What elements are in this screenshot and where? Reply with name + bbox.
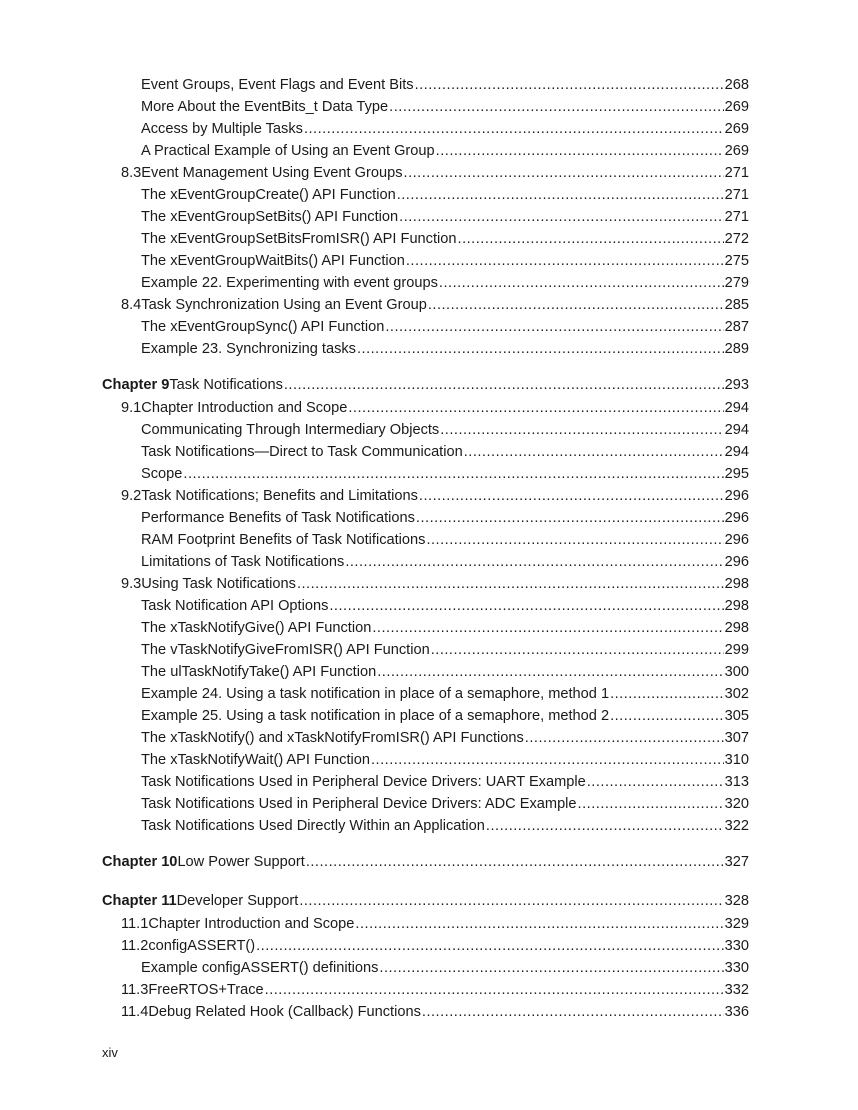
entry-page-number: 300 — [724, 664, 749, 680]
entry-title: Example 25. Using a task notification in place of a semaphore, method 2 — [141, 708, 610, 724]
section-number: 11.4 — [121, 1004, 149, 1020]
entry-page-number: 294 — [724, 444, 749, 460]
entry-title: The xEventGroupSetBitsFromISR() API Function — [141, 231, 457, 247]
entry-page-number: 310 — [724, 752, 749, 768]
dot-leader — [426, 531, 723, 549]
entry-title: The xTaskNotifyWait() API Function — [141, 752, 370, 768]
toc-subsection-entry[interactable] — [141, 120, 749, 138]
section-number: 9.2 — [121, 488, 142, 504]
dot-leader — [284, 376, 724, 394]
dot-leader — [416, 509, 724, 527]
entry-page-number: 295 — [724, 466, 749, 482]
entry-title: Task Notifications — [169, 377, 283, 393]
toc-subsection-entry[interactable] — [141, 773, 749, 791]
entry-page-number: 279 — [724, 275, 749, 291]
entry-page-number: 327 — [724, 854, 749, 870]
dot-leader — [372, 619, 723, 637]
dot-leader — [379, 959, 723, 977]
dot-leader — [355, 915, 723, 933]
entry-page-number: 296 — [724, 554, 749, 570]
entry-page-number: 271 — [724, 165, 749, 181]
entry-page-number: 313 — [724, 774, 749, 790]
entry-page-number: 329 — [724, 916, 749, 932]
toc-subsection-entry[interactable] — [141, 685, 749, 703]
toc-subsection-entry[interactable] — [141, 531, 749, 549]
dot-leader — [389, 98, 723, 116]
entry-title: Using Task Notifications — [141, 576, 296, 592]
dot-leader — [306, 853, 724, 871]
entry-page-number: 298 — [724, 576, 749, 592]
entry-title: Chapter Introduction and Scope — [148, 916, 355, 932]
toc-subsection-entry[interactable] — [141, 465, 749, 483]
chapter-label: Chapter 11 — [102, 893, 177, 909]
toc-subsection-entry[interactable] — [141, 186, 749, 204]
dot-leader — [525, 729, 724, 747]
entry-title: Example configASSERT() definitions — [141, 960, 379, 976]
toc-subsection-entry[interactable] — [141, 597, 749, 615]
toc-section-entry[interactable] — [121, 487, 749, 505]
entry-page-number: 296 — [724, 488, 749, 504]
entry-page-number: 298 — [724, 598, 749, 614]
toc-subsection-entry[interactable] — [141, 318, 749, 336]
entry-title: Example 24. Using a task notification in place of a semaphore, method 1 — [141, 686, 610, 702]
dot-leader — [183, 465, 723, 483]
entry-title: The ulTaskNotifyTake() API Function — [141, 664, 377, 680]
toc-subsection-entry[interactable] — [141, 663, 749, 681]
toc-subsection-entry[interactable] — [141, 509, 749, 527]
dot-leader — [357, 340, 724, 358]
dot-leader — [297, 575, 724, 593]
section-number: 11.2 — [121, 938, 149, 954]
entry-page-number: 298 — [724, 620, 749, 636]
entry-page-number: 269 — [724, 143, 749, 159]
toc-subsection-entry[interactable] — [141, 619, 749, 637]
entry-page-number: 272 — [724, 231, 749, 247]
toc-subsection-entry[interactable] — [141, 274, 749, 292]
entry-page-number: 332 — [724, 982, 749, 998]
toc-subsection-entry[interactable] — [141, 421, 749, 439]
toc-subsection-entry[interactable] — [141, 959, 749, 977]
page-number: xiv — [102, 1045, 118, 1060]
toc-section-entry[interactable] — [121, 296, 749, 314]
entry-title: Scope — [141, 466, 183, 482]
entry-page-number: 271 — [724, 187, 749, 203]
entry-page-number: 296 — [724, 510, 749, 526]
entry-title: The xTaskNotify() and xTaskNotifyFromISR() API Functions — [141, 730, 524, 746]
toc-subsection-entry[interactable] — [141, 230, 749, 248]
entry-title: Example 22. Experimenting with event groups — [141, 275, 438, 291]
dot-leader — [265, 981, 724, 999]
entry-page-number: 294 — [724, 422, 749, 438]
entry-title: Debug Related Hook (Callback) Functions — [148, 1004, 421, 1020]
entry-title: RAM Footprint Benefits of Task Notifications — [141, 532, 426, 548]
entry-page-number: 330 — [724, 960, 749, 976]
entry-title: More About the EventBits_t Data Type — [141, 99, 389, 115]
toc-section-entry[interactable] — [121, 937, 749, 955]
dot-leader — [578, 795, 724, 813]
toc-subsection-entry[interactable] — [141, 751, 749, 769]
section-number: 9.1 — [121, 400, 142, 416]
entry-page-number: 287 — [724, 319, 749, 335]
toc-subsection-entry[interactable] — [141, 142, 749, 160]
toc-chapter-entry[interactable] — [102, 892, 749, 910]
toc-subsection-entry[interactable] — [141, 208, 749, 226]
chapter-label: Chapter 10 — [102, 854, 178, 870]
dot-leader — [440, 421, 723, 439]
entry-title: Event Groups, Event Flags and Event Bits — [141, 77, 414, 93]
toc-subsection-entry[interactable] — [141, 641, 749, 659]
entry-page-number: 268 — [724, 77, 749, 93]
dot-leader — [458, 230, 724, 248]
entry-title: Task Notifications Used Directly Within an Application — [141, 818, 485, 834]
toc-subsection-entry[interactable] — [141, 817, 749, 835]
entry-title: Task Notifications—Direct to Task Communication — [141, 444, 463, 460]
entry-page-number: 320 — [724, 796, 749, 812]
dot-leader — [464, 443, 724, 461]
entry-page-number: 293 — [724, 377, 749, 393]
entry-title: The xEventGroupCreate() API Function — [141, 187, 396, 203]
dot-leader — [299, 892, 723, 910]
dot-leader — [304, 120, 724, 138]
entry-title: Communicating Through Intermediary Objects — [141, 422, 440, 438]
entry-page-number: 289 — [724, 341, 749, 357]
entry-page-number: 322 — [724, 818, 749, 834]
entry-page-number: 328 — [724, 893, 749, 909]
dot-leader — [345, 553, 723, 571]
entry-title: The xEventGroupWaitBits() API Function — [141, 253, 405, 269]
entry-title: Example 23. Synchronizing tasks — [141, 341, 356, 357]
toc-subsection-entry[interactable] — [141, 553, 749, 571]
dot-leader — [428, 296, 724, 314]
entry-page-number: 330 — [724, 938, 749, 954]
dot-leader — [422, 1003, 724, 1021]
toc-subsection-entry[interactable] — [141, 795, 749, 813]
entry-page-number: 302 — [724, 686, 749, 702]
entry-page-number: 299 — [724, 642, 749, 658]
entry-title: Low Power Support — [177, 854, 305, 870]
entry-page-number: 296 — [724, 532, 749, 548]
entry-page-number: 269 — [724, 99, 749, 115]
dot-leader — [486, 817, 724, 835]
entry-title: The xEventGroupSync() API Function — [141, 319, 385, 335]
dot-leader — [431, 641, 724, 659]
dot-leader — [256, 937, 724, 955]
entry-title: The xEventGroupSetBits() API Function — [141, 209, 399, 225]
dot-leader — [371, 751, 724, 769]
entry-title: Performance Benefits of Task Notifications — [141, 510, 415, 526]
toc-subsection-entry[interactable] — [141, 340, 749, 358]
toc-subsection-entry[interactable] — [141, 252, 749, 270]
dot-leader — [377, 663, 723, 681]
toc-section-entry[interactable] — [121, 981, 749, 999]
dot-leader — [587, 773, 724, 791]
entry-page-number: 336 — [724, 1004, 749, 1020]
dot-leader — [399, 208, 724, 226]
toc-subsection-entry[interactable] — [141, 443, 749, 461]
entry-page-number: 307 — [724, 730, 749, 746]
dot-leader — [348, 399, 723, 417]
toc-subsection-entry[interactable] — [141, 76, 749, 94]
section-number: 11.1 — [121, 916, 149, 932]
dot-leader — [610, 685, 724, 703]
entry-page-number: 305 — [724, 708, 749, 724]
section-number: 8.3 — [121, 165, 142, 181]
dot-leader — [397, 186, 724, 204]
toc-section-entry[interactable] — [121, 915, 749, 933]
section-number: 9.3 — [121, 576, 142, 592]
entry-title: A Practical Example of Using an Event Group — [141, 143, 435, 159]
dot-leader — [406, 252, 724, 270]
entry-title: Chapter Introduction and Scope — [141, 400, 348, 416]
dot-leader — [404, 164, 724, 182]
toc-section-entry[interactable] — [121, 399, 749, 417]
entry-title: Task Notifications; Benefits and Limitations — [141, 488, 418, 504]
entry-page-number: 294 — [724, 400, 749, 416]
entry-title: Developer Support — [176, 893, 299, 909]
chapter-label: Chapter 9 — [102, 377, 170, 393]
dot-leader — [439, 274, 724, 292]
entry-title: The vTaskNotifyGiveFromISR() API Function — [141, 642, 430, 658]
dot-leader — [610, 707, 724, 725]
entry-title: Task Notifications Used in Peripheral Device Drivers: UART Example — [141, 774, 586, 790]
entry-title: configASSERT() — [148, 938, 256, 954]
toc-subsection-entry[interactable] — [141, 729, 749, 747]
entry-title: Access by Multiple Tasks — [141, 121, 303, 137]
toc-section-entry[interactable] — [121, 164, 749, 182]
entry-title: FreeRTOS+Trace — [148, 982, 264, 998]
toc-subsection-entry[interactable] — [141, 98, 749, 116]
section-number: 8.4 — [121, 297, 142, 313]
entry-page-number: 269 — [724, 121, 749, 137]
dot-leader — [329, 597, 723, 615]
entry-title: Task Synchronization Using an Event Group — [141, 297, 427, 313]
entry-page-number: 285 — [724, 297, 749, 313]
toc-subsection-entry[interactable] — [141, 707, 749, 725]
dot-leader — [385, 318, 723, 336]
entry-title: The xTaskNotifyGive() API Function — [141, 620, 372, 636]
entry-page-number: 271 — [724, 209, 749, 225]
section-number: 11.3 — [121, 982, 149, 998]
dot-leader — [419, 487, 724, 505]
entry-title: Event Management Using Event Groups — [141, 165, 403, 181]
dot-leader — [415, 76, 724, 94]
entry-title: Task Notifications Used in Peripheral Device Drivers: ADC Example — [141, 796, 577, 812]
dot-leader — [436, 142, 724, 160]
toc-chapter-entry[interactable] — [102, 853, 749, 871]
toc-section-entry[interactable] — [121, 1003, 749, 1021]
entry-title: Limitations of Task Notifications — [141, 554, 345, 570]
entry-title: Task Notification API Options — [141, 598, 329, 614]
toc-chapter-entry[interactable] — [102, 376, 749, 394]
entry-page-number: 275 — [724, 253, 749, 269]
toc-section-entry[interactable] — [121, 575, 749, 593]
